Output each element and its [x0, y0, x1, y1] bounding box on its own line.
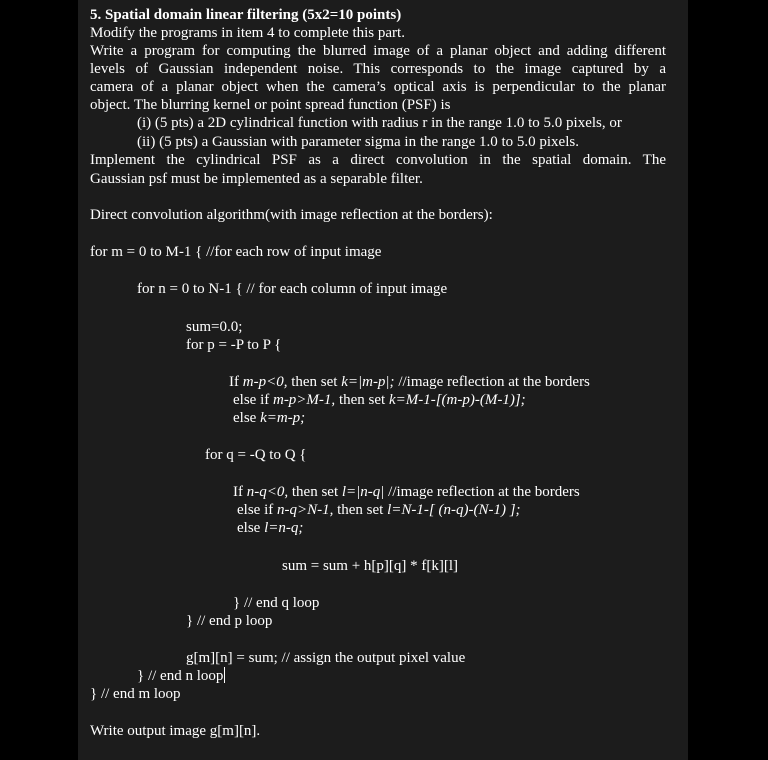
problem-title: 5. Spatial domain linear filtering (5x2=10 points) [90, 7, 402, 23]
end-m-line: } // end m loop [90, 686, 181, 702]
k-elseif-then: then set [335, 392, 389, 408]
text-cursor [224, 667, 225, 683]
k-elseif-keyword: else if [233, 392, 273, 408]
for-n-line: for n = 0 to N-1 { // for each column of input image [137, 281, 448, 297]
k-else-line [233, 409, 305, 427]
k-if-comment: //image reflection at the borders [394, 374, 590, 390]
l-elseif-condition: n-q>N-1, [276, 502, 334, 518]
l-if-condition: n-q<0, [246, 484, 289, 500]
end-n-text: } // end n loop [137, 668, 224, 684]
end-n-line [137, 667, 225, 685]
l-elseif-assign: l=N-1-[ (n-q)-(N-1) ]; [387, 502, 521, 518]
l-else-assign: l=n-q; [264, 520, 304, 536]
for-m-line: for m = 0 to M-1 { //for each row of input image [90, 244, 382, 260]
l-if-assign: l=|n-q| [341, 484, 385, 500]
paragraph-line-1: Write a program for computing the blurred image of a planar object and adding different [90, 43, 666, 59]
sum-update-line: sum = sum + h[p][q] * f[k][l] [282, 558, 459, 574]
l-if-comment: //image reflection at the borders [384, 484, 580, 500]
implement-line-1: Implement the cylindrical PSF as a direct convolution in the spatial domain. The [90, 152, 666, 168]
problem-intro: Modify the programs in item 4 to complete this part. [90, 25, 405, 41]
paragraph-line-2: levels of Gaussian independent noise. This corresponds to the image captured by a [90, 61, 666, 77]
l-else-line [237, 519, 303, 537]
end-p-line: } // end p loop [186, 613, 273, 629]
sum-init-line: sum=0.0; [186, 319, 243, 335]
l-else-keyword: else [237, 520, 265, 536]
for-p-line: for p = -P to P { [186, 337, 282, 353]
option-ii: (ii) (5 pts) a Gaussian with parameter sigma in the range 1.0 to 5.0 pixels. [137, 134, 579, 150]
write-output-line: Write output image g[m][n]. [90, 723, 261, 739]
l-elseif-then: then set [333, 502, 388, 518]
k-elseif-condition: m-p>M-1, [272, 392, 336, 408]
k-else-keyword: else [233, 410, 261, 426]
for-q-line: for q = -Q to Q { [205, 447, 307, 463]
k-elseif-line [233, 391, 526, 409]
k-if-condition: m-p<0, [242, 374, 288, 390]
document-page [78, 0, 688, 760]
k-if-then: then set [287, 374, 342, 390]
k-if-line [229, 373, 590, 391]
k-if-assign: k=|m-p|; [341, 374, 395, 390]
implement-line-2: Gaussian psf must be implemented as a separable filter. [90, 171, 423, 187]
paragraph-line-4: object. The blurring kernel or point spread function (PSF) is [90, 97, 451, 113]
k-elseif-assign: k=M-1-[(m-p)-(M-1)]; [388, 392, 526, 408]
paragraph-line-3: camera of a planar object when the camera’s optical axis is perpendicular to the planar [90, 79, 666, 95]
l-elseif-keyword: else if [237, 502, 277, 518]
option-i: (i) (5 pts) a 2D cylindrical function with radius r in the range 1.0 to 5.0 pixels, or [137, 115, 622, 131]
l-if-keyword: If [233, 484, 247, 500]
l-if-line [233, 483, 580, 501]
k-else-assign: k=m-p; [260, 410, 306, 426]
l-if-then: then set [288, 484, 342, 500]
assign-line: g[m][n] = sum; // assign the output pixel value [186, 650, 466, 666]
k-if-keyword: If [229, 374, 243, 390]
l-elseif-line [237, 501, 521, 519]
end-q-line: } // end q loop [233, 595, 320, 611]
algorithm-heading: Direct convolution algorithm(with image reflection at the borders): [90, 207, 493, 223]
